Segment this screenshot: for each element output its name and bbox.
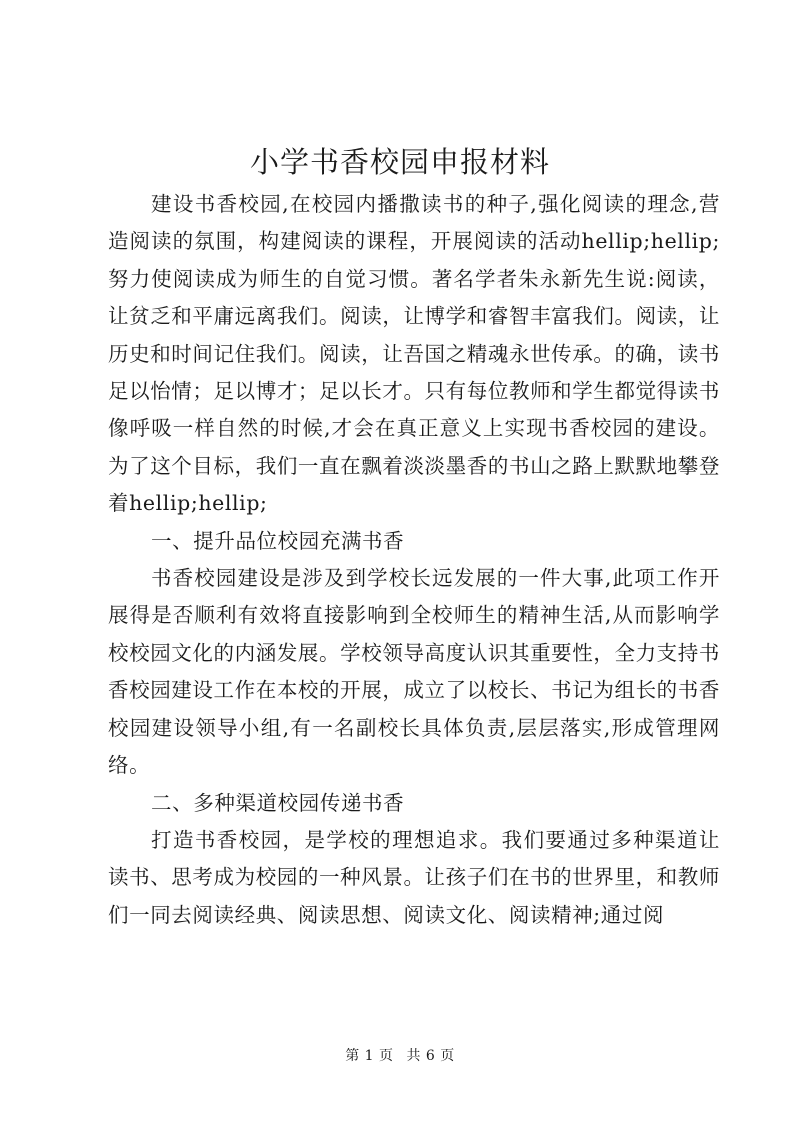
document-title: 小学书香校园申报材料 <box>249 145 550 179</box>
section-heading-1: 一、提升品位校园充满书香 <box>151 528 405 553</box>
page-footer <box>0 1046 800 1066</box>
page-total: 共 6 页 <box>406 1048 455 1064</box>
paragraph-intro: 建设书香校园,在校园内播撒读书的种子,强化阅读的理念,营造阅读的氛围，构建阅读的课程，开展阅读的活动hellip;hellip;努力使阅读成为师生的自觉习惯。著名学者朱永新先生说:阅读，让贫乏和平庸远离我们。阅读，让博学和睿智丰富我们。阅读，让历史和时间记住我们。阅读，让吾国之精魂永世传承。的确，读书足以怡情；足以博才；足以长才。只有每位教师和学生都觉得读书像呼吸一样自然的时候,才会在真正意义上实现书香校园的建设。为了这个目标，我们一直在飘着淡淡墨香的书山之路上默默地攀登着hellip;hellip; <box>108 192 720 516</box>
section-heading-2: 二、多种渠道校园传递书香 <box>151 790 405 815</box>
paragraph-section-2: 打造书香校园，是学校的理想追求。我们要通过多种渠道让读书、思考成为校园的一种风景。让孩子们在书的世界里，和教师们一同去阅读经典、阅读思想、阅读文化、阅读精神;通过阅 <box>108 827 720 927</box>
document-body <box>108 186 720 934</box>
page-number: 第 1 页 <box>345 1048 394 1064</box>
paragraph-section-1: 书香校园建设是涉及到学校长远发展的一件大事,此项工作开展得是否顺利有效将直接影响到全校师生的精神生活,从而影响学校校园文化的内涵发展。学校领导高度认识其重要性，全力支持书香校园建设工作在本校的开展，成立了以校长、书记为组长的书香校园建设领导小组,有一名副校长具体负责,层层落实,形成管理网络。 <box>108 566 720 778</box>
